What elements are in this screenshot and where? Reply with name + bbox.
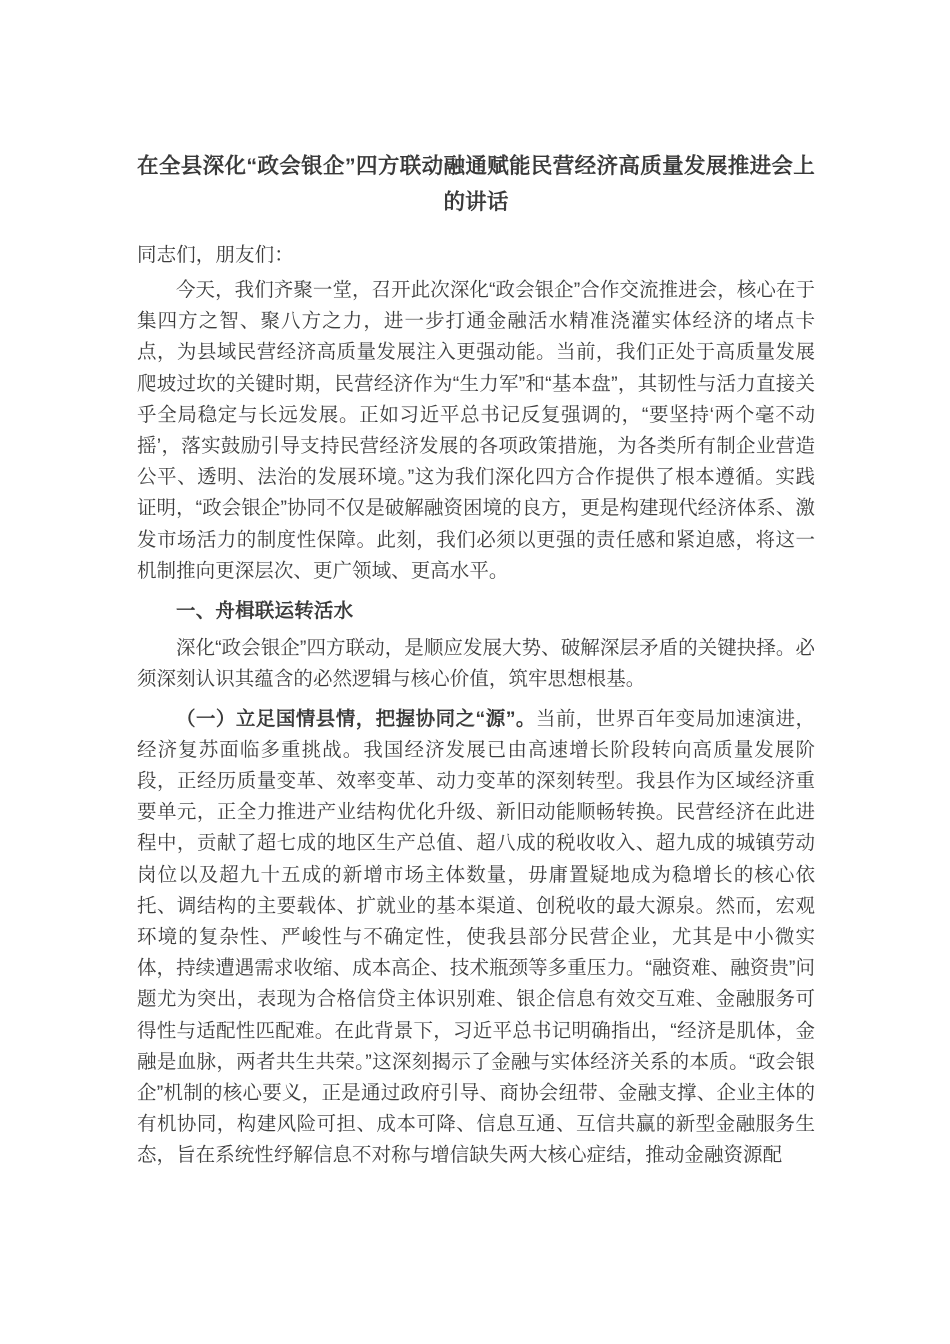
- subsection-1-body: 当前，世界百年变局加速演进，经济复苏面临多重挑战。我国经济发展已由高速增长阶段转向高质量发展阶段，正经历质量变革、效率变革、动力变革的深刻转型。我县作为区域经济重要单元，正全力推进产业结构优化升级、新旧动能顺畅转换。民营经济在此进程中，贡献了超七成的地区生产总值、超八成的税收收入、超九成的城镇劳动岗位以及超九十五成的新增市场主体数量，毋庸置疑地成为稳增长的核心依托、调结构的主要载体、扩就业的基本渠道、创税收的最大源泉。然而，宏观环境的复杂性、严峻性与不确定性，使我县部分民营企业，尤其是中小微实体，持续遭遇需求收缩、成本高企、技术瓶颈等多重压力。“融资难、融资贵”问题尤为突出，表现为合格信贷主体识别难、银企信息有效交互难、金融服务可得性与适配性匹配难。在此背景下，习近平总书记明确指出，“经济是肌体，金融是血脉，两者共生共荣。”这深刻揭示了金融与实体经济关系的本质。“政会银企”机制的核心要义，正是通过政府引导、商协会纽带、金融支撑、企业主体的有机协同，构建风险可担、成本可降、信息互通、互信共赢的新型金融服务生态，旨在系统性纾解信息不对称与增信缺失两大核心症结，推动金融资源配: [137, 707, 815, 1167]
- intro-paragraph: 今天，我们齐聚一堂，召开此次深化“政会银企”合作交流推进会，核心在于集四方之智、聚八方之力，进一步打通金融活水精准浇灌实体经济的堵点卡点，为县域民营经济高质量发展注入更强动能。当前，我们正处于高质量发展爬坡过坎的关键时期，民营经济作为“生力军”和“基本盘”，其韧性与活力直接关乎全局稳定与长远发展。正如习近平总书记反复强调的，“要坚持‘两个毫不动摇’，落实鼓励引导支持民营经济发展的各项政策措施，为各类所有制企业营造公平、透明、法治的发展环境。”这为我们深化四方合作提供了根本遵循。实践证明，“政会银企”协同不仅是破解融资困境的良方，更是构建现代经济体系、激发市场活力的制度性保障。此刻，我们必须以更强的责任感和紧迫感，将这一机制推向更深层次、更广领域、更高水平。: [137, 279, 815, 582]
- section-heading-1: 一、舟楫联运转活水: [176, 600, 354, 623]
- section-1-intro-paragraph: 深化“政会银企”四方联动，是顺应发展大势、破解深层矛盾的关键抉择。必须深刻认识其蕴含的必然逻辑与核心价值，筑牢思想根基。: [137, 637, 815, 691]
- salutation: 同志们，朋友们：: [137, 244, 294, 266]
- page-title: 在全县深化“政会银企”四方联动融通赋能民营经济高质量发展推进会上的讲话: [137, 154, 815, 214]
- subsection-1-paragraph: [137, 704, 815, 1172]
- paragraph-spacer: [137, 696, 815, 704]
- subsection-1-lead: （一）立足国情县情，把握协同之“源”。: [176, 707, 536, 730]
